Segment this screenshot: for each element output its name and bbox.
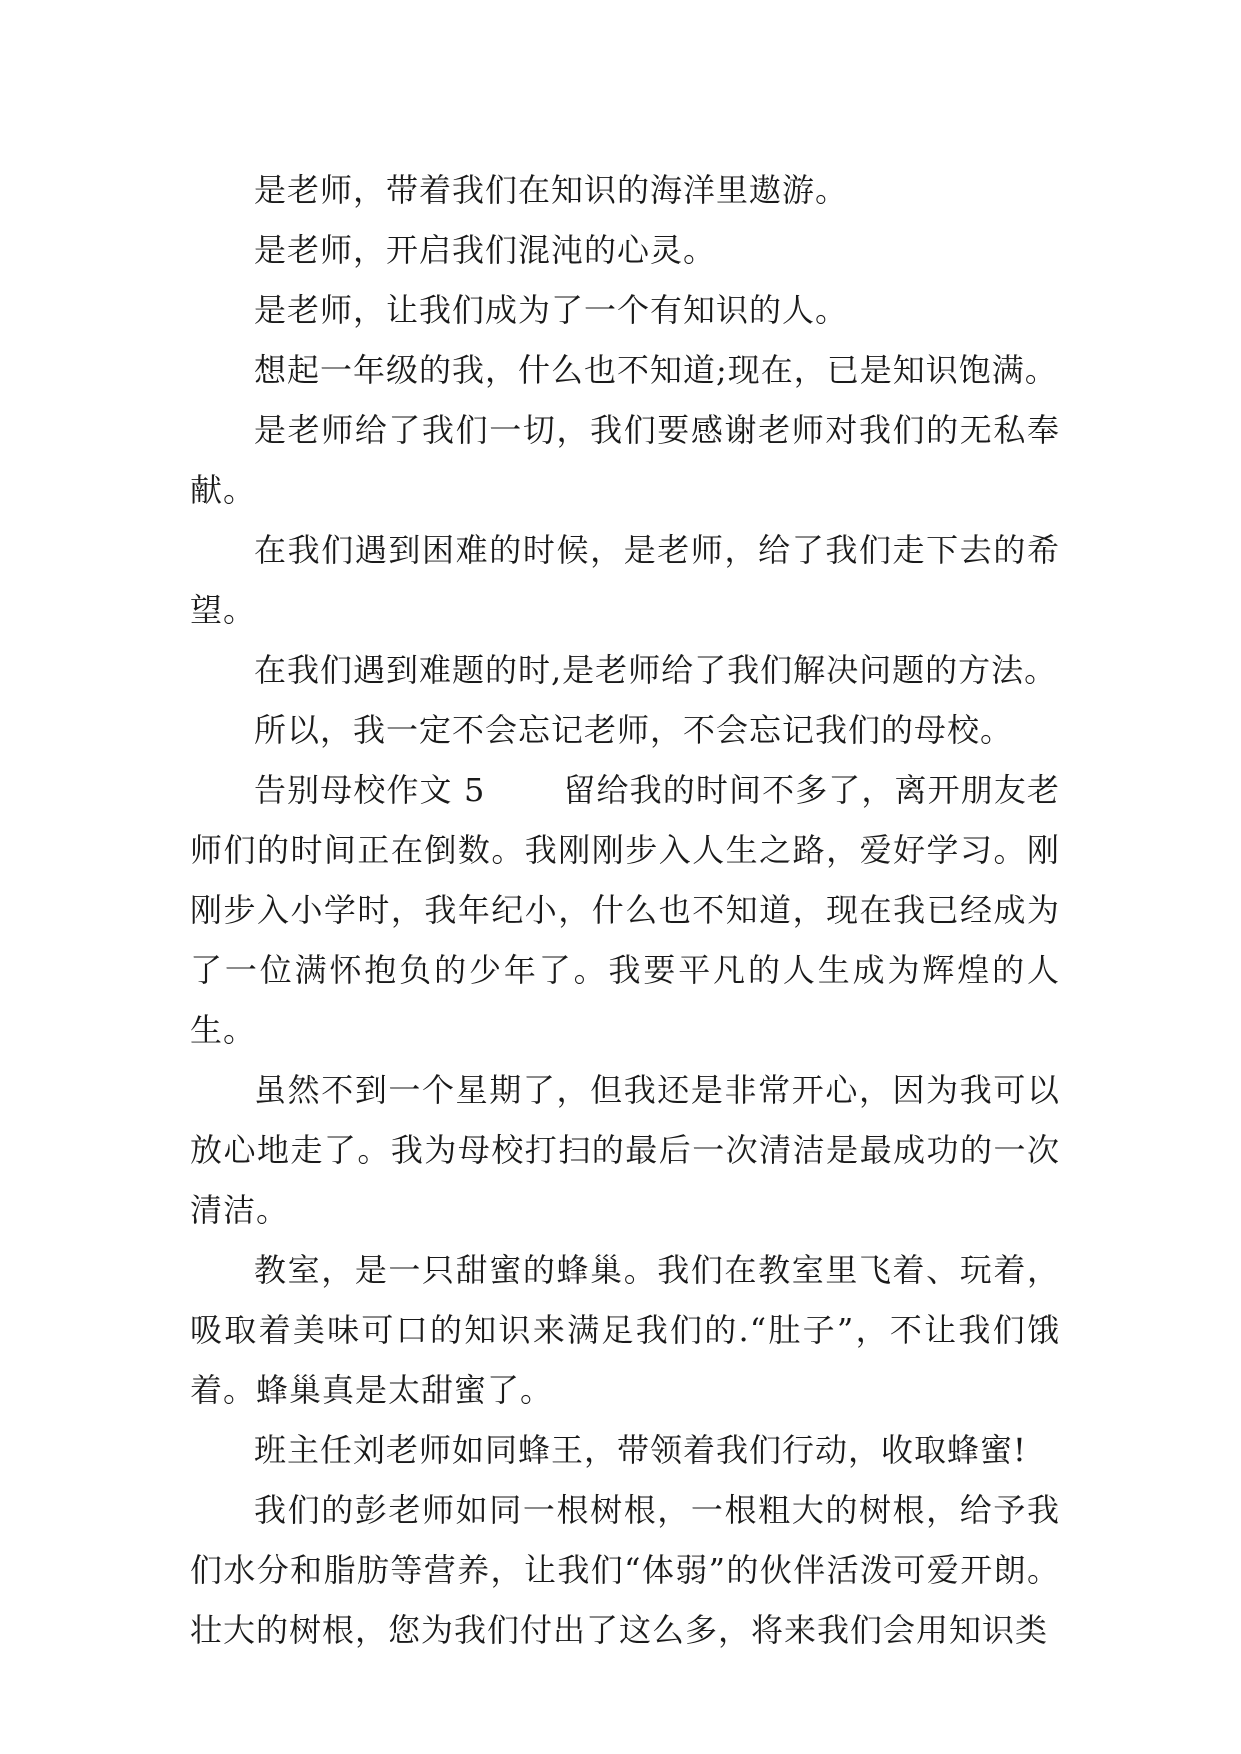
paragraph: 想起一年级的我，什么也不知道;现在，已是知识饱满。 — [254, 351, 1058, 389]
paragraph: 在我们遇到困难的时候，是老师，给了我们走下去的希望。 — [190, 531, 1060, 629]
paragraph: 我们的彭老师如同一根树根，一根粗大的树根，给予我们水分和脂肪等营养，让我们“体弱”的伙伴活泼可爱开朗。壮大的树根，您为我们付出了这么多，将来我们会用知识类 — [190, 1491, 1060, 1649]
paragraph: 是老师，带着我们在知识的海洋里遨游。 — [254, 171, 849, 209]
essay-body — [190, 160, 1060, 1660]
paragraph: 在我们遇到难题的时,是老师给了我们解决问题的方法。 — [254, 651, 1058, 689]
section-text: 留给我的时间不多了，离开朋友老师们的时间正在倒数。我刚刚步入人生之路，爱好学习。刚刚步入小学时，我年纪小，什么也不知道，现在我已经成为了一位满怀抱负的少年了。我要平凡的人生成为辉煌的人生。 — [190, 771, 1060, 1049]
paragraph: 班主任刘老师如同蜂王，带领着我们行动，收取蜂蜜! — [254, 1431, 1027, 1469]
paragraph: 虽然不到一个星期了，但我还是非常开心，因为我可以放心地走了。我为母校打扫的最后一次清洁是最成功的一次清洁。 — [190, 1071, 1060, 1229]
paragraph: 是老师给了我们一切，我们要感谢老师对我们的无私奉献。 — [190, 411, 1060, 509]
section-paragraph — [190, 760, 1060, 1060]
paragraph: 是老师，开启我们混沌的心灵。 — [254, 231, 717, 269]
section-title: 告别母校作文 5 — [254, 771, 486, 809]
paragraph: 所以，我一定不会忘记老师，不会忘记我们的母校。 — [254, 711, 1014, 749]
paragraph: 是老师，让我们成为了一个有知识的人。 — [254, 291, 849, 329]
paragraph: 教室，是一只甜蜜的蜂巢。我们在教室里飞着、玩着，吸取着美味可口的知识来满足我们的.“肚子”，不让我们饿着。蜂巢真是太甜蜜了。 — [190, 1251, 1060, 1409]
